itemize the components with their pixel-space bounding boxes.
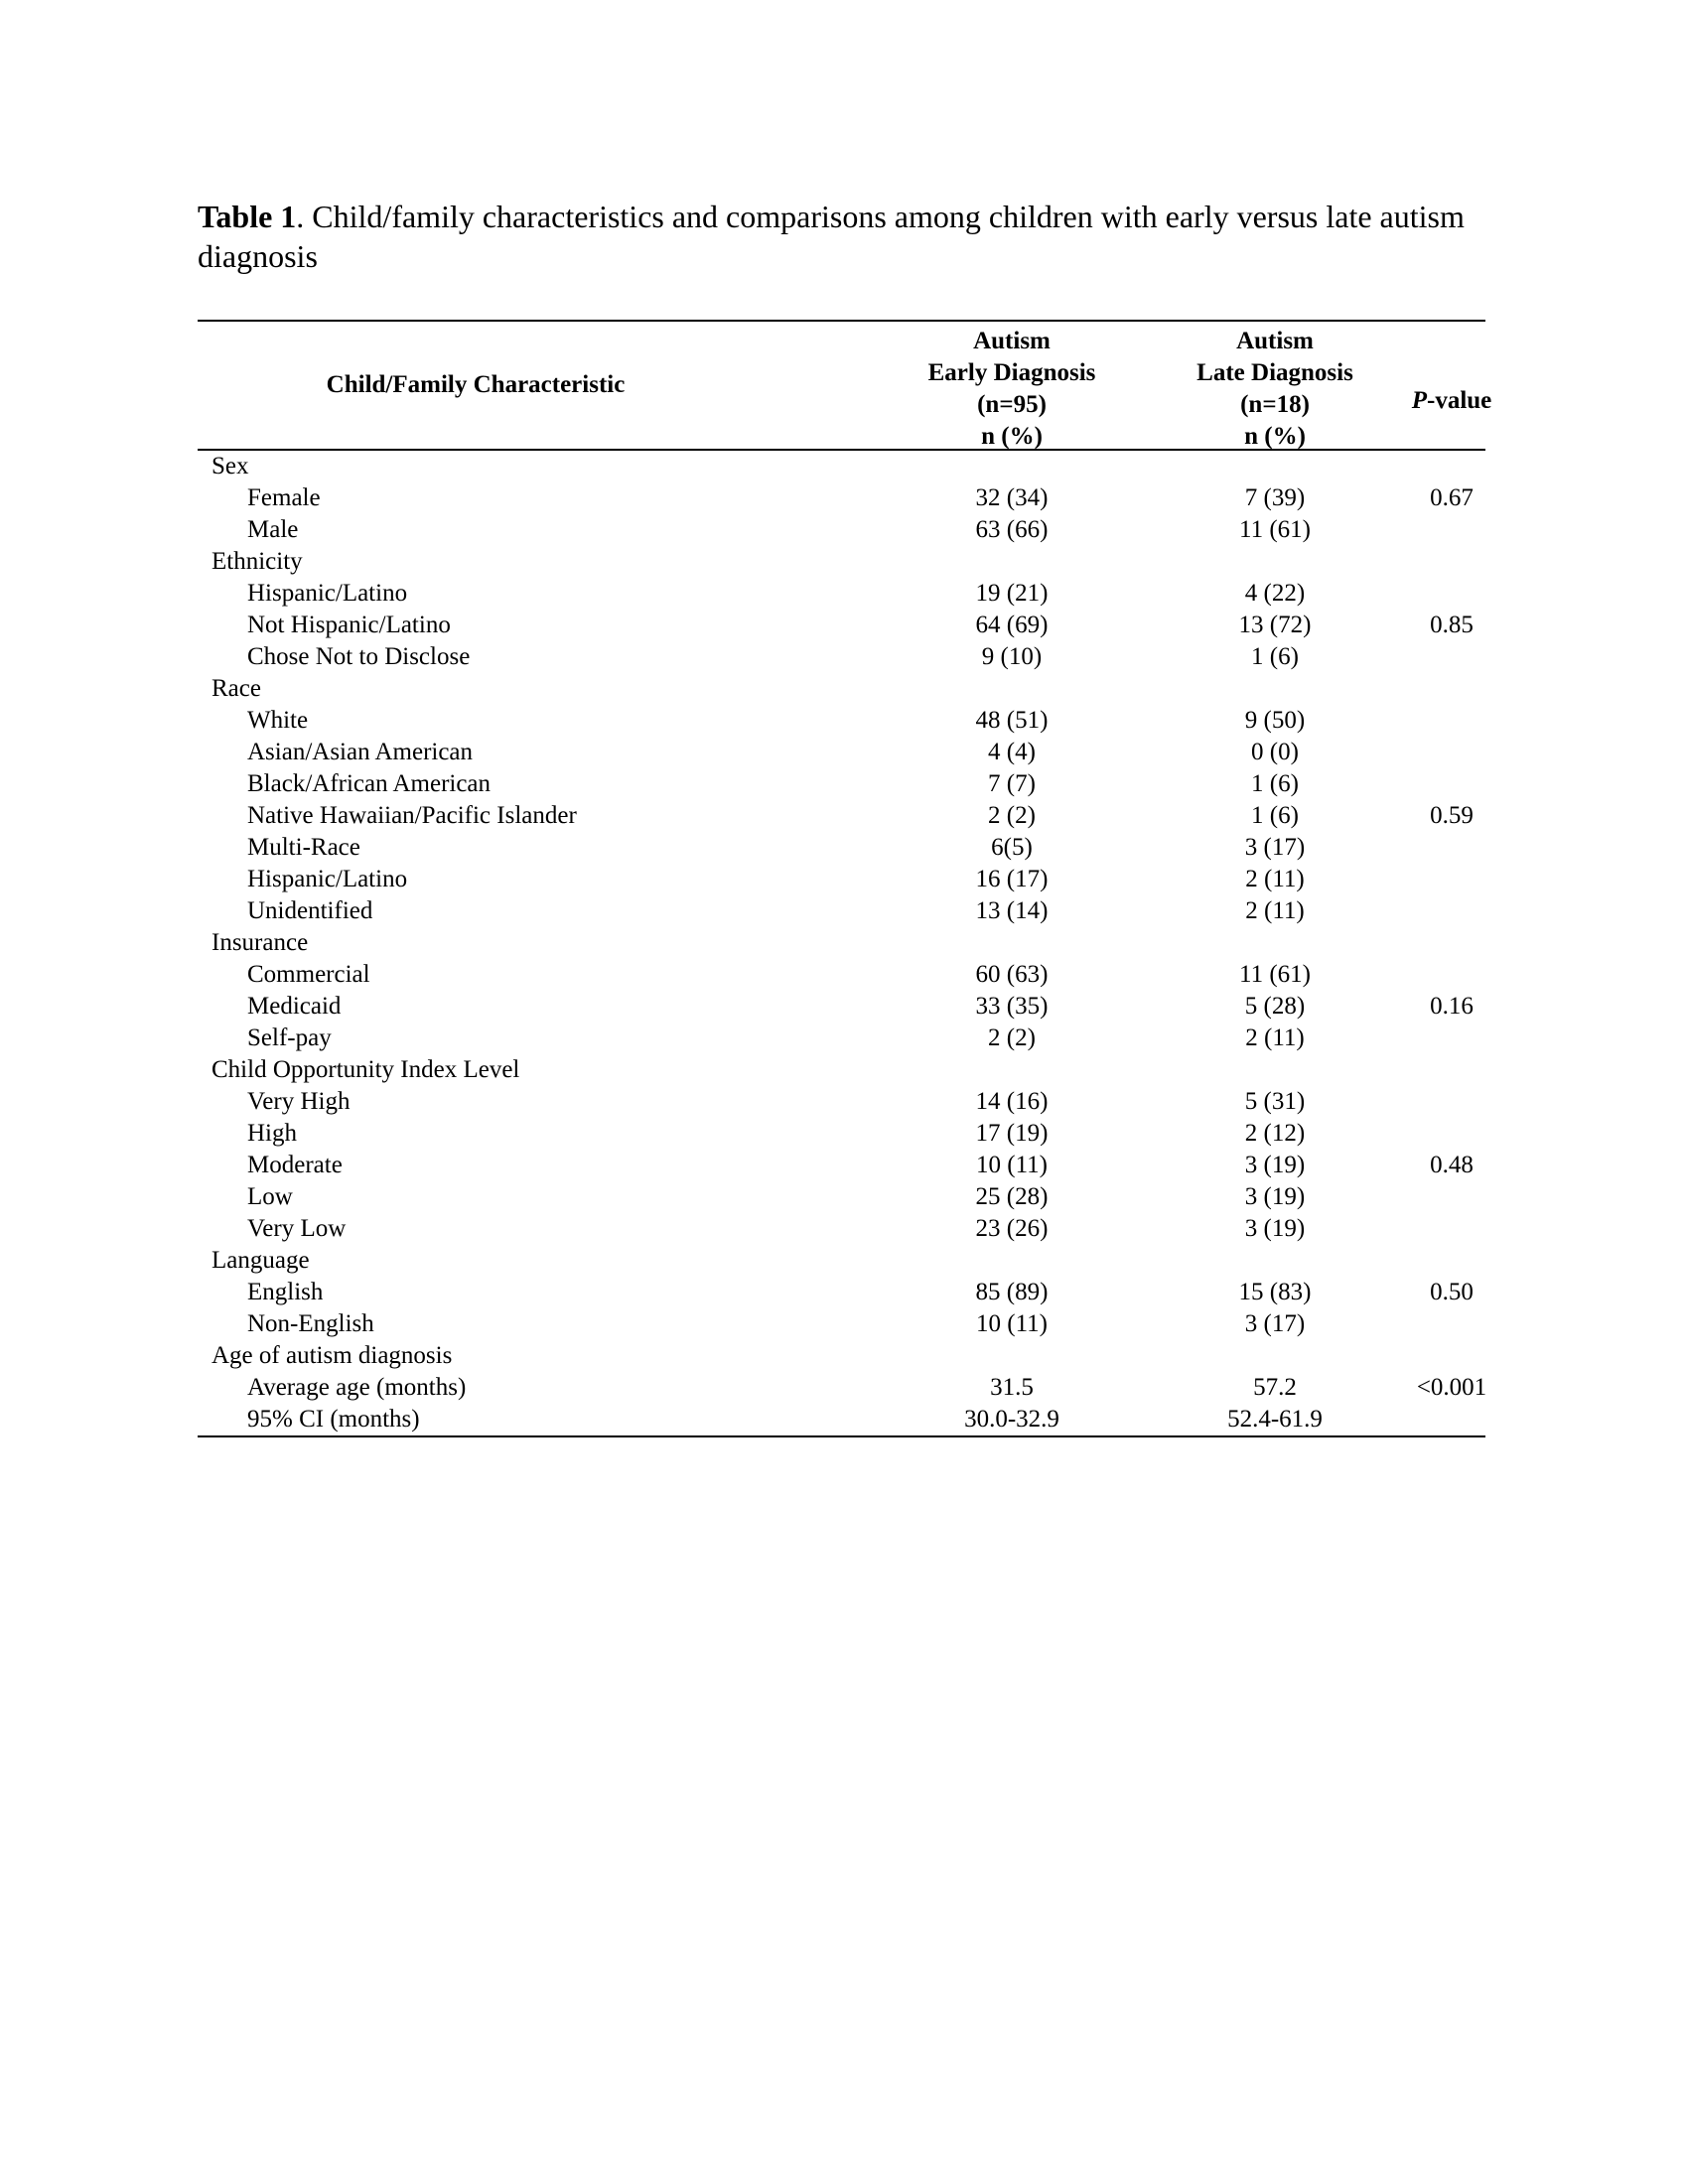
header-early-line: Autism — [973, 328, 1051, 354]
table-row — [198, 864, 1485, 895]
late-diagnosis-cell: 5 (31) — [1244, 1088, 1306, 1115]
section-row — [198, 451, 1485, 482]
early-diagnosis-cell: 48 (51) — [975, 707, 1049, 734]
late-diagnosis-cell: 3 (19) — [1244, 1183, 1306, 1210]
early-diagnosis-cell: 16 (17) — [975, 866, 1049, 892]
p-value-cell: 0.48 — [1430, 1152, 1474, 1178]
header-characteristic: Child/Family Characteristic — [326, 371, 626, 398]
row-label: Hispanic/Latino — [247, 580, 408, 607]
row-label: Chose Not to Disclose — [247, 643, 471, 670]
table-row — [198, 1181, 1485, 1213]
late-diagnosis-cell: 13 (72) — [1238, 612, 1312, 638]
row-label: 95% CI (months) — [247, 1406, 420, 1433]
header-early-line: (n=95) — [977, 391, 1047, 418]
p-value-cell: 0.16 — [1430, 993, 1474, 1020]
header-late-line: (n=18) — [1240, 391, 1310, 418]
header-p-rest: -value — [1427, 387, 1492, 414]
row-label: Average age (months) — [247, 1374, 467, 1401]
early-diagnosis-cell: 25 (28) — [975, 1183, 1049, 1210]
row-label: Age of autism diagnosis — [211, 1342, 453, 1369]
header-late-line: Late Diagnosis — [1196, 359, 1353, 386]
table-header — [198, 322, 1492, 450]
early-diagnosis-cell: 14 (16) — [975, 1088, 1049, 1115]
late-diagnosis-cell: 1 (6) — [1251, 770, 1299, 797]
table-row — [198, 959, 1485, 991]
row-label: Language — [211, 1247, 310, 1274]
late-diagnosis-cell: 57.2 — [1253, 1374, 1297, 1401]
table-row — [198, 1372, 1485, 1404]
early-diagnosis-cell: 6(5) — [991, 834, 1033, 861]
p-value-cell: 0.50 — [1430, 1279, 1474, 1305]
early-diagnosis-cell: 9 (10) — [981, 643, 1043, 670]
row-label: White — [247, 707, 309, 734]
table-row — [198, 991, 1485, 1023]
header-p-value — [1308, 385, 1596, 417]
table-row — [198, 800, 1485, 832]
section-row — [198, 1245, 1485, 1277]
early-diagnosis-cell: 7 (7) — [988, 770, 1036, 797]
late-diagnosis-cell: 3 (17) — [1244, 1310, 1306, 1337]
late-diagnosis-cell: 2 (11) — [1245, 897, 1305, 924]
table-row — [198, 832, 1485, 864]
early-diagnosis-cell: 33 (35) — [975, 993, 1049, 1020]
section-row — [198, 673, 1485, 705]
table-row — [198, 641, 1485, 673]
header-p-italic: P — [1411, 387, 1427, 414]
early-diagnosis-cell: 23 (26) — [975, 1215, 1049, 1242]
row-label: Very High — [247, 1088, 351, 1115]
row-label: Female — [247, 484, 321, 511]
late-diagnosis-cell: 3 (17) — [1244, 834, 1306, 861]
table-row — [198, 1404, 1485, 1435]
row-label: High — [247, 1120, 297, 1147]
row-label: Child Opportunity Index Level — [211, 1056, 520, 1083]
p-value-cell: <0.001 — [1416, 1374, 1487, 1401]
section-row — [198, 1054, 1485, 1086]
late-diagnosis-cell: 1 (6) — [1251, 802, 1299, 829]
late-diagnosis-cell: 15 (83) — [1238, 1279, 1312, 1305]
p-value-cell: 0.85 — [1430, 612, 1474, 638]
row-label: Hispanic/Latino — [247, 866, 408, 892]
early-diagnosis-cell: 85 (89) — [975, 1279, 1049, 1305]
header-early-line: n (%) — [981, 423, 1043, 450]
table-row — [198, 768, 1485, 800]
late-diagnosis-cell: 52.4-61.9 — [1227, 1406, 1323, 1433]
row-label: Medicaid — [247, 993, 342, 1020]
row-label: Male — [247, 516, 299, 543]
row-label: English — [247, 1279, 324, 1305]
early-diagnosis-cell: 60 (63) — [975, 961, 1049, 988]
section-row — [198, 927, 1485, 959]
row-label: Not Hispanic/Latino — [247, 612, 451, 638]
row-label: Low — [247, 1183, 293, 1210]
caption-label: Table 1 — [198, 199, 297, 234]
late-diagnosis-cell: 9 (50) — [1244, 707, 1306, 734]
row-label: Very Low — [247, 1215, 347, 1242]
late-diagnosis-cell: 3 (19) — [1244, 1152, 1306, 1178]
table-row — [198, 514, 1485, 546]
table-bottom-rule — [198, 1435, 1485, 1437]
table-row — [198, 895, 1485, 927]
row-label: Ethnicity — [211, 548, 303, 575]
table-caption — [198, 197, 1488, 276]
table-body — [198, 451, 1485, 1435]
table-row — [198, 1118, 1485, 1150]
table-row — [198, 1213, 1485, 1245]
row-label: Race — [211, 675, 261, 702]
p-value-cell: 0.67 — [1430, 484, 1474, 511]
table-row — [198, 737, 1485, 768]
caption-text: . Child/family characteristics and comparisons among children with early versus late autism diagnosis — [198, 199, 1465, 274]
late-diagnosis-cell: 11 (61) — [1239, 961, 1311, 988]
row-label: Non-English — [247, 1310, 374, 1337]
row-label: Commercial — [247, 961, 370, 988]
p-value-cell: 0.59 — [1430, 802, 1474, 829]
table-row — [198, 482, 1485, 514]
header-late-line: Autism — [1236, 328, 1314, 354]
row-label: Sex — [211, 453, 249, 479]
early-diagnosis-cell: 4 (4) — [988, 739, 1036, 765]
characteristics-table — [198, 320, 1492, 1437]
table-row — [198, 578, 1485, 610]
early-diagnosis-cell: 32 (34) — [975, 484, 1049, 511]
late-diagnosis-cell: 11 (61) — [1239, 516, 1311, 543]
row-label: Unidentified — [247, 897, 373, 924]
early-diagnosis-cell: 10 (11) — [976, 1152, 1048, 1178]
late-diagnosis-cell: 4 (22) — [1244, 580, 1306, 607]
late-diagnosis-cell: 2 (11) — [1245, 1024, 1305, 1051]
table-row — [198, 610, 1485, 641]
row-label: Multi-Race — [247, 834, 360, 861]
early-diagnosis-cell: 17 (19) — [975, 1120, 1049, 1147]
late-diagnosis-cell: 2 (12) — [1244, 1120, 1306, 1147]
early-diagnosis-cell: 13 (14) — [975, 897, 1049, 924]
row-label: Native Hawaiian/Pacific Islander — [247, 802, 577, 829]
early-diagnosis-cell: 19 (21) — [975, 580, 1049, 607]
table-row — [198, 1023, 1485, 1054]
early-diagnosis-cell: 30.0-32.9 — [964, 1406, 1059, 1433]
early-diagnosis-cell: 63 (66) — [975, 516, 1049, 543]
header-early-line: Early Diagnosis — [927, 359, 1096, 386]
header-late-line: n (%) — [1244, 423, 1306, 450]
row-label: Asian/Asian American — [247, 739, 474, 765]
early-diagnosis-cell: 2 (2) — [988, 1024, 1036, 1051]
late-diagnosis-cell: 1 (6) — [1251, 643, 1299, 670]
row-label: Black/African American — [247, 770, 492, 797]
table-row — [198, 1308, 1485, 1340]
late-diagnosis-cell: 5 (28) — [1244, 993, 1306, 1020]
section-row — [198, 1340, 1485, 1372]
row-label: Self-pay — [247, 1024, 332, 1051]
table-row — [198, 1277, 1485, 1308]
table-row — [198, 705, 1485, 737]
early-diagnosis-cell: 2 (2) — [988, 802, 1036, 829]
late-diagnosis-cell: 0 (0) — [1251, 739, 1299, 765]
section-row — [198, 546, 1485, 578]
late-diagnosis-cell: 3 (19) — [1244, 1215, 1306, 1242]
late-diagnosis-cell: 7 (39) — [1244, 484, 1306, 511]
table-row — [198, 1150, 1485, 1181]
early-diagnosis-cell: 64 (69) — [975, 612, 1049, 638]
early-diagnosis-cell: 10 (11) — [976, 1310, 1048, 1337]
row-label: Moderate — [247, 1152, 343, 1178]
row-label: Insurance — [211, 929, 309, 956]
late-diagnosis-cell: 2 (11) — [1245, 866, 1305, 892]
early-diagnosis-cell: 31.5 — [990, 1374, 1034, 1401]
table-row — [198, 1086, 1485, 1118]
